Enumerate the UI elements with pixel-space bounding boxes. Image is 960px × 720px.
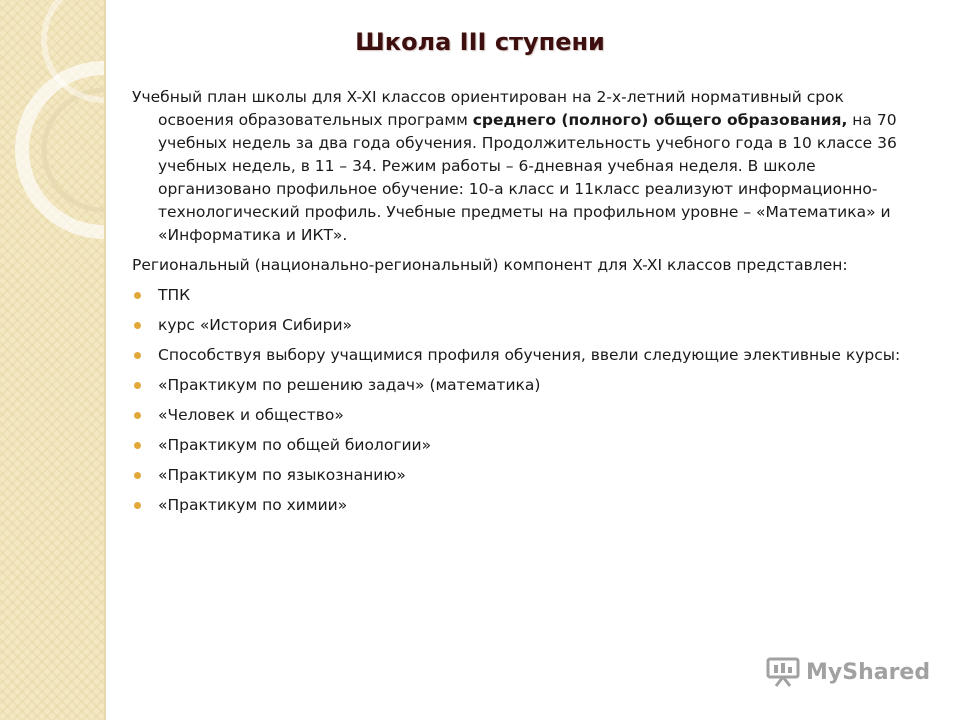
regional-component-paragraph xyxy=(132,254,922,277)
presentation-board-icon xyxy=(766,657,800,687)
slide-body xyxy=(132,86,922,524)
para1-tail: на 70 учебных недель за два года обучения. Продолжительность учебного года в 10 классе 36 учебных недель, в 11 – 34. Режим работы – 6-дневная учебная неделя. В школе организовано профильное обучение: 10-а класс и 11класс реализуют информационно-технологический профиль. Учебные предметы на профильном уровне – «Математика» и «Информатика и ИКТ». xyxy=(158,111,897,244)
watermark-logo xyxy=(766,656,930,688)
list-item-text: «Практикум по языкознанию» xyxy=(158,466,406,484)
bullet-dot-icon xyxy=(134,412,141,419)
sidebar-rings-decoration xyxy=(0,0,104,720)
list-item-text: «Практикум по общей биологии» xyxy=(158,436,432,454)
course-list xyxy=(132,284,922,517)
list-item-text: «Практикум по химии» xyxy=(158,496,348,514)
para2-grades: X-XI xyxy=(632,256,663,274)
page-title: Школа III ступени xyxy=(355,28,605,56)
list-item xyxy=(132,344,922,367)
bullet-dot-icon xyxy=(134,322,141,329)
para1-grades: X-XI xyxy=(346,88,377,106)
list-item xyxy=(132,284,922,307)
list-item-text: ТПК xyxy=(158,286,191,304)
bullet-dot-icon xyxy=(134,502,141,509)
bullet-dot-icon xyxy=(134,442,141,449)
list-item xyxy=(132,464,922,487)
list-item xyxy=(132,314,922,337)
bullet-dot-icon xyxy=(134,472,141,479)
list-item xyxy=(132,434,922,457)
list-item-text: курс «История Сибири» xyxy=(158,316,353,334)
para1-mid: классов ориентирован на 2-х-летний нормативный срок освоения образовательных программ xyxy=(158,88,844,129)
bullet-dot-icon xyxy=(134,382,141,389)
para2-tail: классов представлен: xyxy=(662,256,848,274)
para1-bold-term: среднего (полного) общего образования, xyxy=(472,111,848,129)
decorative-sidebar xyxy=(0,0,106,720)
list-item xyxy=(132,494,922,517)
watermark-text: MyShared xyxy=(806,659,931,685)
list-item-text: «Человек и общество» xyxy=(158,406,344,424)
para2-lead: Региональный (национально-региональный) компонент для xyxy=(132,256,633,274)
list-item xyxy=(132,404,922,427)
list-item-text: Способствуя выбору учащимися профиля обучения, ввели следующие элективные курсы: xyxy=(158,346,901,364)
bullet-dot-icon xyxy=(134,292,141,299)
curriculum-paragraph xyxy=(132,86,922,247)
bullet-dot-icon xyxy=(134,352,141,359)
para1-lead: Учебный план школы для xyxy=(132,88,347,106)
list-item-text: «Практикум по решению задач» (математика) xyxy=(158,376,541,394)
list-item xyxy=(132,374,922,397)
